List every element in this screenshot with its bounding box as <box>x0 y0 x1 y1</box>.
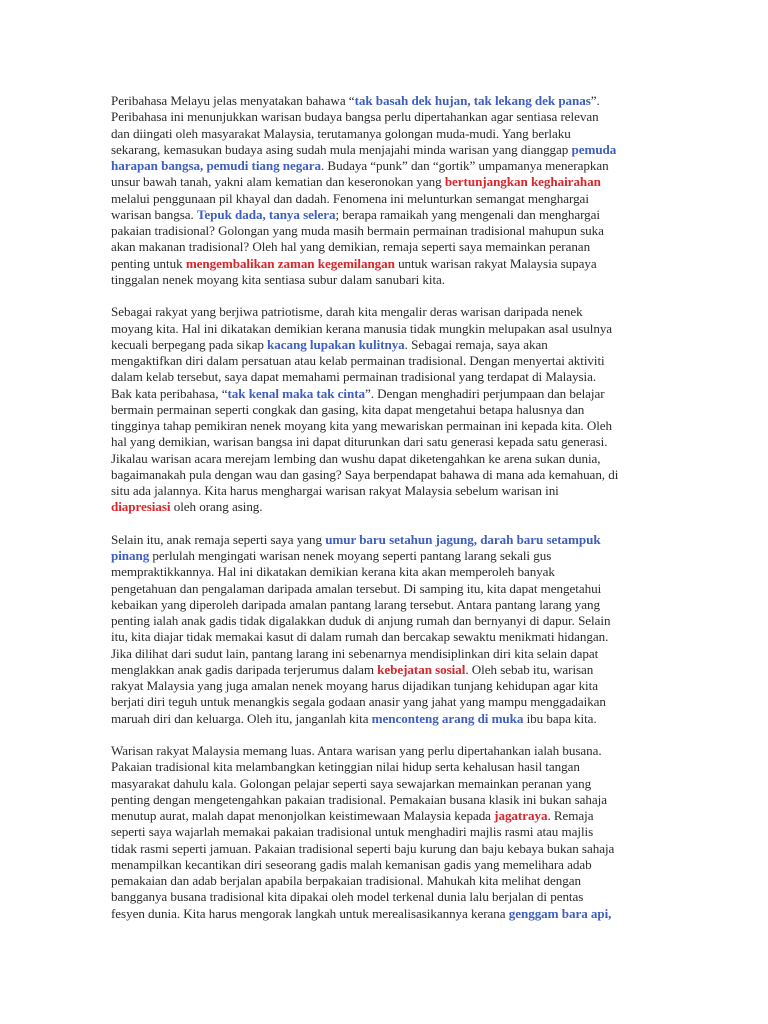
text-line <box>111 451 652 467</box>
text-segment: unsur bawah tanah, yakni alam kematian dan keseronokan yang <box>111 174 445 190</box>
text-line <box>111 711 652 727</box>
highlighted-phrase-red: diapresiasi <box>111 499 171 515</box>
text-segment: situ ada jalannya. Kita harus menghargai warisan rakyat Malaysia sebelum warisan ini <box>111 483 559 498</box>
text-line <box>111 434 652 450</box>
text-line <box>111 93 652 109</box>
text-segment: warisan bangsa. <box>111 206 197 222</box>
text-segment: tinggalan nenek moyang kita sentiasa subur dalam sanubari kita. <box>111 271 446 287</box>
text-line <box>111 207 652 223</box>
highlighted-phrase-blue: pemuda <box>571 141 617 157</box>
text-line <box>111 321 652 337</box>
text-line <box>111 239 652 255</box>
text-segment: penting dengan mengetengahkan pakaian tradisional. Pemakaian busana klasik ini bukan sahaja <box>111 791 607 807</box>
text-segment: rakyat Malaysia yang juga amalan nenek moyang harus dijadikan tunjang kehidupan agar kita <box>111 678 598 693</box>
highlighted-phrase-blue: genggam bara api, <box>508 905 612 921</box>
text-segment: bermain permainan seperti congkak dan gasing, kita dapat mengetahui betapa halusnya dan <box>111 401 585 417</box>
text-line <box>111 337 652 353</box>
highlighted-phrase-red: kebejatan sosial <box>377 661 466 677</box>
text-segment: akan makanan tradisional? Oleh hal yang demikian, remaja seperti saya memainkan peranan <box>111 239 591 255</box>
text-segment: penting untuk <box>111 255 186 271</box>
text-line <box>111 467 652 483</box>
text-segment: sekarang, kemasukan budaya asing sudah mula menjajahi minda warisan yang dianggap <box>111 141 572 157</box>
text-segment: pengetahuan dan pengalaman daripada amalan tersebut. Di samping itu, kita dapat mengetahui <box>111 580 602 596</box>
text-line <box>111 581 652 597</box>
text-line <box>111 109 652 125</box>
essay-page <box>111 93 652 938</box>
highlighted-phrase-blue: tak basah dek hujan, tak lekang dek panas <box>354 93 591 108</box>
text-segment: kebaikan yang diperoleh daripada amalan pantang larang tersebut. Antara pantang larang yang <box>111 596 600 612</box>
paragraph <box>111 304 652 515</box>
text-segment: berjati diri teguh untuk menangkis segala godaan anasir yang jahat yang mampu menggadaikan <box>111 694 606 710</box>
text-segment: Peribahasa ini menunjukkan warisan budaya bangsa perlu dipertahankan agar sentiasa relevan <box>111 109 599 125</box>
text-segment: maruah diri dan keluarga. Oleh itu, janganlah kita <box>111 710 372 726</box>
text-segment: . Sebagai remaja, saya akan <box>404 336 548 352</box>
text-line <box>111 792 652 808</box>
text-line <box>111 678 652 694</box>
text-line <box>111 873 652 889</box>
text-line <box>111 808 652 824</box>
text-line <box>111 272 652 288</box>
text-segment: . Oleh sebab itu, warisan <box>465 661 594 677</box>
text-line <box>111 548 652 564</box>
text-segment: Jikalau warisan acara merejam lembing dan wushu dapat diketengahkan ke arena sukan dunia, <box>111 450 601 466</box>
text-line <box>111 353 652 369</box>
text-line <box>111 841 652 857</box>
text-line <box>111 743 652 759</box>
text-segment: ibu bapa kita. <box>523 710 597 726</box>
highlighted-phrase-red: bertunjangkan keghairahan <box>444 174 601 190</box>
text-line <box>111 369 652 385</box>
text-line <box>111 304 652 320</box>
highlighted-phrase-blue: umur baru setahun jagung, darah baru setampuk <box>325 531 601 547</box>
text-segment: seperti saya wajarlah memakai pakaian tradisional untuk menghadiri majlis rasmi atau majlis <box>111 824 594 840</box>
text-segment: Jika dilihat dari sudut lain, pantang larang ini sebenarnya mendisiplinkan diri kita selain dapat <box>111 645 599 661</box>
highlighted-phrase-blue: harapan bangsa, pemudi tiang negara <box>111 158 321 173</box>
text-line <box>111 889 652 905</box>
text-segment: bangganya busana tradisional kita dipakai oleh model terkenal dunia lalu berjalan di pentas <box>111 889 584 905</box>
text-segment: tidak rasmi seperti jamuan. Pakaian tradisional seperti baju kurung dan baju kebaya bukan sahaja <box>111 840 615 856</box>
text-segment: oleh orang asing. <box>170 499 263 515</box>
text-segment: perlulah mengingati warisan nenek moyang seperti pantang larang sekali gus <box>149 548 552 563</box>
text-line <box>111 824 652 840</box>
text-segment: ”. Dengan menghadiri perjumpaan dan belajar <box>364 385 605 401</box>
text-line <box>111 418 652 434</box>
text-segment: . Budaya “punk” dan “gortik” umpamanya menerapkan <box>321 158 609 173</box>
text-line <box>111 142 652 158</box>
text-line <box>111 483 652 499</box>
text-segment: menutup aurat, malah dapat menonjolkan keistimewaan Malaysia kepada <box>111 808 495 823</box>
text-segment: untuk warisan rakyat Malaysia supaya <box>394 255 597 271</box>
text-line <box>111 629 652 645</box>
paragraph <box>111 532 652 727</box>
text-line <box>111 223 652 239</box>
text-segment: melalui penggunaan pil khayal dan dadah. Fenomena ini melunturkan semangat menghargai <box>111 190 589 206</box>
highlighted-phrase-blue: menconteng arang di muka <box>371 710 524 726</box>
text-line <box>111 646 652 662</box>
text-line <box>111 174 652 190</box>
text-line <box>111 191 652 207</box>
text-segment: Warisan rakyat Malaysia memang luas. Antara warisan yang perlu dipertahankan ialah busana. <box>111 743 602 758</box>
highlighted-phrase-red: mengembalikan zaman kegemilangan <box>185 255 395 271</box>
text-line <box>111 906 652 922</box>
text-segment: penting ialah anak gadis tidak digalakkan duduk di anjung rumah dan bernyanyi di dapur. Selain <box>111 613 611 628</box>
highlighted-phrase-blue: Tepuk dada, tanya selera <box>196 206 336 222</box>
text-segment: Selain itu, anak remaja seperti saya yang <box>111 531 326 547</box>
text-segment: mempraktikkannya. Hal ini dikatakan demikian kerana kita akan memperoleh banyak <box>111 564 555 580</box>
text-segment: ; berapa ramaikah yang mengenali dan menghargai <box>335 206 600 222</box>
text-segment: dan diingati oleh masyarakat Malaysia, terutamanya golongan muda-mudi. Yang berlaku <box>111 125 571 141</box>
text-line <box>111 499 652 515</box>
text-line <box>111 564 652 580</box>
text-segment: hal yang demikian, warisan bangsa ini dapat diturunkan dari satu generasi kepada satu generasi. <box>111 434 608 450</box>
text-segment: moyang kita. Hal ini dikatakan demikian kerana manusia tidak mungkin melupakan asal usulnya <box>111 320 613 336</box>
text-segment: itu, kita diajar tidak memakai kasut di dalam rumah dan bercakap sewaktu menikmati hidangan. <box>111 629 609 645</box>
text-segment: dalam kelab tersebut, saya dapat memahami permainan tradisional yang terdapat di Malaysia. <box>111 369 597 385</box>
text-segment: kecuali berpegang pada sikap <box>111 336 268 352</box>
text-line <box>111 694 652 710</box>
text-line <box>111 532 652 548</box>
text-segment: Peribahasa Melayu jelas menyatakan bahawa “ <box>111 93 355 108</box>
text-segment: fesyen dunia. Kita harus mengorak langkah untuk merealisasikannya kerana <box>111 905 509 921</box>
text-segment: Pakaian tradisional kita melambangkan ketinggian nilai hidup serta kehalusan hasil tangan <box>111 759 580 775</box>
text-segment: Bak kata peribahasa, “ <box>111 385 228 401</box>
text-line <box>111 402 652 418</box>
text-segment: bagaimanakah pula dengan wau dan gasing? Saya berpendapat bahawa di mana ada kemahuan, di <box>111 466 619 482</box>
text-line <box>111 759 652 775</box>
text-line <box>111 158 652 174</box>
text-segment: mengaktifkan diri dalam persatuan atau kelab permainan tradisional. Dengan menyertai aktiviti <box>111 353 605 368</box>
text-segment: ”. <box>590 93 600 108</box>
highlighted-phrase-blue: tak kenal maka tak cinta <box>227 385 365 401</box>
highlighted-phrase-blue: pinang <box>111 548 150 563</box>
text-segment: masyarakat dahulu kala. Golongan pelajar seperti saya sewajarkan memainkan peranan yang <box>111 775 592 791</box>
text-line <box>111 662 652 678</box>
paragraph <box>111 93 652 288</box>
text-segment: pakaian tradisional? Golongan yang muda masih bermain permainan tradisional mahupun suka <box>111 223 604 238</box>
text-line <box>111 776 652 792</box>
text-line <box>111 386 652 402</box>
highlighted-phrase-blue: kacang lupakan kulitnya <box>267 336 405 352</box>
text-segment: . Remaja <box>547 808 594 823</box>
text-segment: pemakaian dan adab berjalan apabila berpakaian tradisional. Mahukah kita melihat dengan <box>111 873 581 888</box>
text-line <box>111 857 652 873</box>
text-segment: tingginya tahap pemikiran nenek moyang kita yang mewariskan permainan ini kepada kita. Oleh <box>111 418 613 433</box>
text-segment: Sebagai rakyat yang berjiwa patriotisme, darah kita mengalir deras warisan daripada nenek <box>111 304 583 320</box>
text-line <box>111 613 652 629</box>
text-line <box>111 256 652 272</box>
text-line <box>111 597 652 613</box>
text-segment: menampilkan kecantikan diri seseorang gadis malah kemanisan gadis yang memelihara adab <box>111 856 592 872</box>
text-segment: menglakkan anak gadis daripada terjerumus dalam <box>111 661 378 677</box>
text-line <box>111 126 652 142</box>
paragraph <box>111 743 652 922</box>
highlighted-phrase-red: jagatraya <box>494 808 548 823</box>
